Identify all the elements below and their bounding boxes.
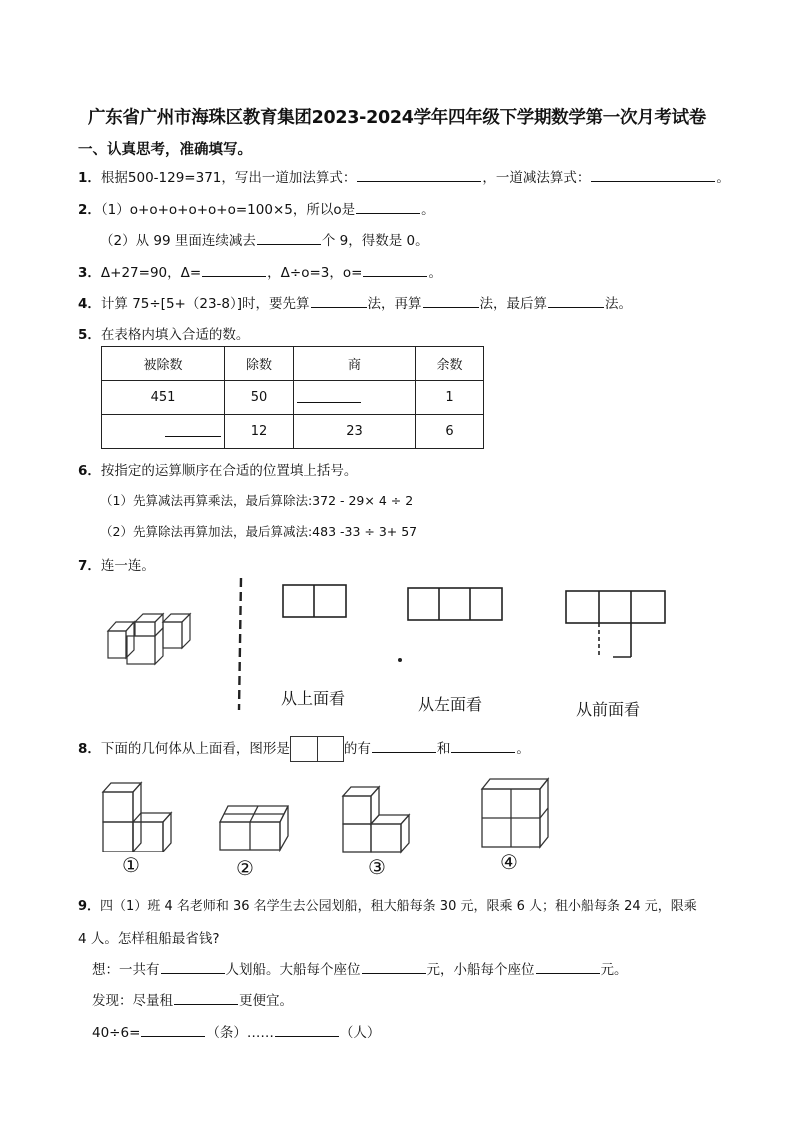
view-label-front: 从前面看: [576, 700, 641, 719]
question-text: 法。: [605, 296, 633, 312]
answer-blank[interactable]: [257, 231, 321, 245]
question-text: 和: [436, 741, 451, 757]
table-cell-blank[interactable]: [294, 381, 416, 415]
answer-blank[interactable]: [275, 1023, 339, 1037]
dot-marker: [396, 656, 404, 664]
question-text: 想：一共有: [92, 962, 160, 978]
question-number: 4．: [78, 296, 101, 312]
question-5: [78, 323, 249, 343]
question-text: 的有: [343, 741, 371, 757]
answer-blank[interactable]: [591, 168, 715, 182]
answer-blank[interactable]: [451, 739, 515, 753]
dashed-divider: [236, 578, 246, 710]
question-text: 四（1）班 4 名老师和 36 名学生去公园划船，租大船每条 30 元，限乘 6 人；租小船每条 24 元，限乘: [100, 899, 697, 914]
answer-blank[interactable]: [356, 200, 420, 214]
table-header-row: [102, 347, 484, 381]
table-cell: 50: [225, 381, 294, 415]
question-text: 更便宜。: [239, 993, 293, 1009]
question-text: 连一连。: [100, 558, 155, 574]
question-text: 。: [516, 741, 530, 757]
answer-blank[interactable]: [141, 1023, 205, 1037]
solid-figure-4: [476, 775, 552, 849]
answer-blank[interactable]: [202, 263, 266, 277]
answer-blank[interactable]: [161, 960, 225, 974]
table-row: [102, 415, 484, 449]
answer-blank[interactable]: [363, 263, 427, 277]
question-text: 个 9，得数是 0。: [321, 233, 429, 249]
question-3: [78, 261, 442, 281]
table-cell: 23: [294, 415, 416, 449]
question-number: 9．: [78, 899, 101, 914]
question-6-part-2: （2）先算除法再算加法，最后算减法:483 -33 ÷ 3+ 57: [100, 524, 418, 539]
answer-blank[interactable]: [165, 423, 221, 437]
division-table: [101, 346, 484, 449]
answer-blank[interactable]: [357, 168, 481, 182]
answer-blank[interactable]: [423, 294, 479, 308]
question-9: [78, 895, 697, 914]
view-label-left: 从左面看: [418, 695, 483, 714]
question-text: 在表格内填入合适的数。: [100, 327, 250, 343]
answer-blank[interactable]: [548, 294, 604, 308]
question-text: 。: [716, 170, 730, 186]
solid-figure-2: [212, 800, 292, 852]
question-text: 40÷6=: [92, 1025, 141, 1041]
question-text: ，一道减法算式：: [482, 170, 591, 186]
section-heading: 一、认真思考，准确填写。: [78, 142, 252, 158]
question-4: [78, 292, 632, 312]
question-text: （1）o+o+o+o+o+o=100×5，所以o是: [100, 202, 356, 218]
table-cell: 6: [416, 415, 484, 449]
question-9-calc: [92, 1021, 380, 1041]
question-text: 。: [421, 202, 435, 218]
question-number: 6．: [78, 463, 101, 479]
question-text: 计算 75÷[5+（23-8）]时，要先算: [100, 296, 310, 312]
figure-label-3: ③: [368, 855, 386, 879]
question-number: 5．: [78, 327, 101, 343]
question-2-part-2: [100, 229, 429, 249]
question-number: 2．: [78, 202, 101, 218]
figure-label-1: ①: [122, 853, 140, 877]
question-text: ，Δ÷o=3，o=: [267, 265, 363, 281]
question-text: 根据500-129=371，写出一道加法算式：: [100, 170, 357, 186]
question-7: [78, 554, 155, 574]
table-cell: 1: [416, 381, 484, 415]
solid-figure-3: [335, 782, 415, 854]
question-6: [78, 459, 357, 479]
table-header: 被除数: [102, 347, 225, 381]
question-text: （2）从 99 里面连续减去: [100, 233, 256, 249]
table-header: 商: [294, 347, 416, 381]
question-number: 8．: [78, 741, 101, 757]
question-1: [78, 166, 730, 186]
view-label-top: 从上面看: [281, 689, 346, 708]
answer-blank[interactable]: [311, 294, 367, 308]
answer-blank[interactable]: [297, 389, 361, 403]
question-9-find: [92, 989, 293, 1009]
table-cell: 451: [102, 381, 225, 415]
question-number: 7．: [78, 558, 101, 574]
view-three-squares: [405, 586, 505, 624]
figure-label-2: ②: [236, 856, 254, 880]
question-text: 元，小船每个座位: [426, 962, 535, 978]
figure-label-4: ④: [500, 850, 518, 874]
question-text: Δ+27=90，Δ=: [100, 265, 202, 281]
question-6-part-1: （1）先算减法再算乘法，最后算除法:372 - 29× 4 ÷ 2: [100, 493, 414, 508]
question-8: [78, 736, 530, 762]
table-cell: 12: [225, 415, 294, 449]
answer-blank[interactable]: [174, 991, 238, 1005]
answer-blank[interactable]: [372, 739, 436, 753]
question-number: 3．: [78, 265, 101, 281]
question-2-part-1: [78, 198, 435, 218]
question-text: 人划船。大船每个座位: [225, 962, 361, 978]
question-text: 。: [428, 265, 442, 281]
view-t-shape: [563, 587, 669, 661]
question-text: 法，再算: [367, 296, 422, 312]
question-text: 按指定的运算顺序在合适的位置填上括号。: [100, 463, 358, 479]
question-number: 1．: [78, 170, 101, 186]
question-text: （条）……: [206, 1025, 274, 1041]
table-header: 除数: [225, 347, 294, 381]
table-header: 余数: [416, 347, 484, 381]
table-row: [102, 381, 484, 415]
question-text: 法，最后算: [479, 296, 548, 312]
inline-two-square-figure: [290, 736, 344, 762]
solid-figure-1: [95, 778, 175, 852]
answer-blank[interactable]: [536, 960, 600, 974]
question-text: （人）: [339, 1025, 381, 1041]
question-9-think: [92, 958, 628, 978]
view-two-squares: [280, 583, 350, 621]
table-cell-blank[interactable]: [102, 415, 225, 449]
page-title: 广东省广州市海珠区教育集团2023-2024学年四年级下学期数学第一次月考试卷: [88, 108, 706, 128]
question-9-line-2: 4 人。怎样租船最省钱?: [78, 931, 220, 947]
answer-blank[interactable]: [362, 960, 426, 974]
cube-solid-figure: [100, 610, 210, 668]
question-text: 发现：尽量租: [92, 993, 173, 1009]
question-text: 下面的几何体从上面看，图形是: [100, 741, 290, 757]
question-text: 元。: [600, 962, 628, 978]
